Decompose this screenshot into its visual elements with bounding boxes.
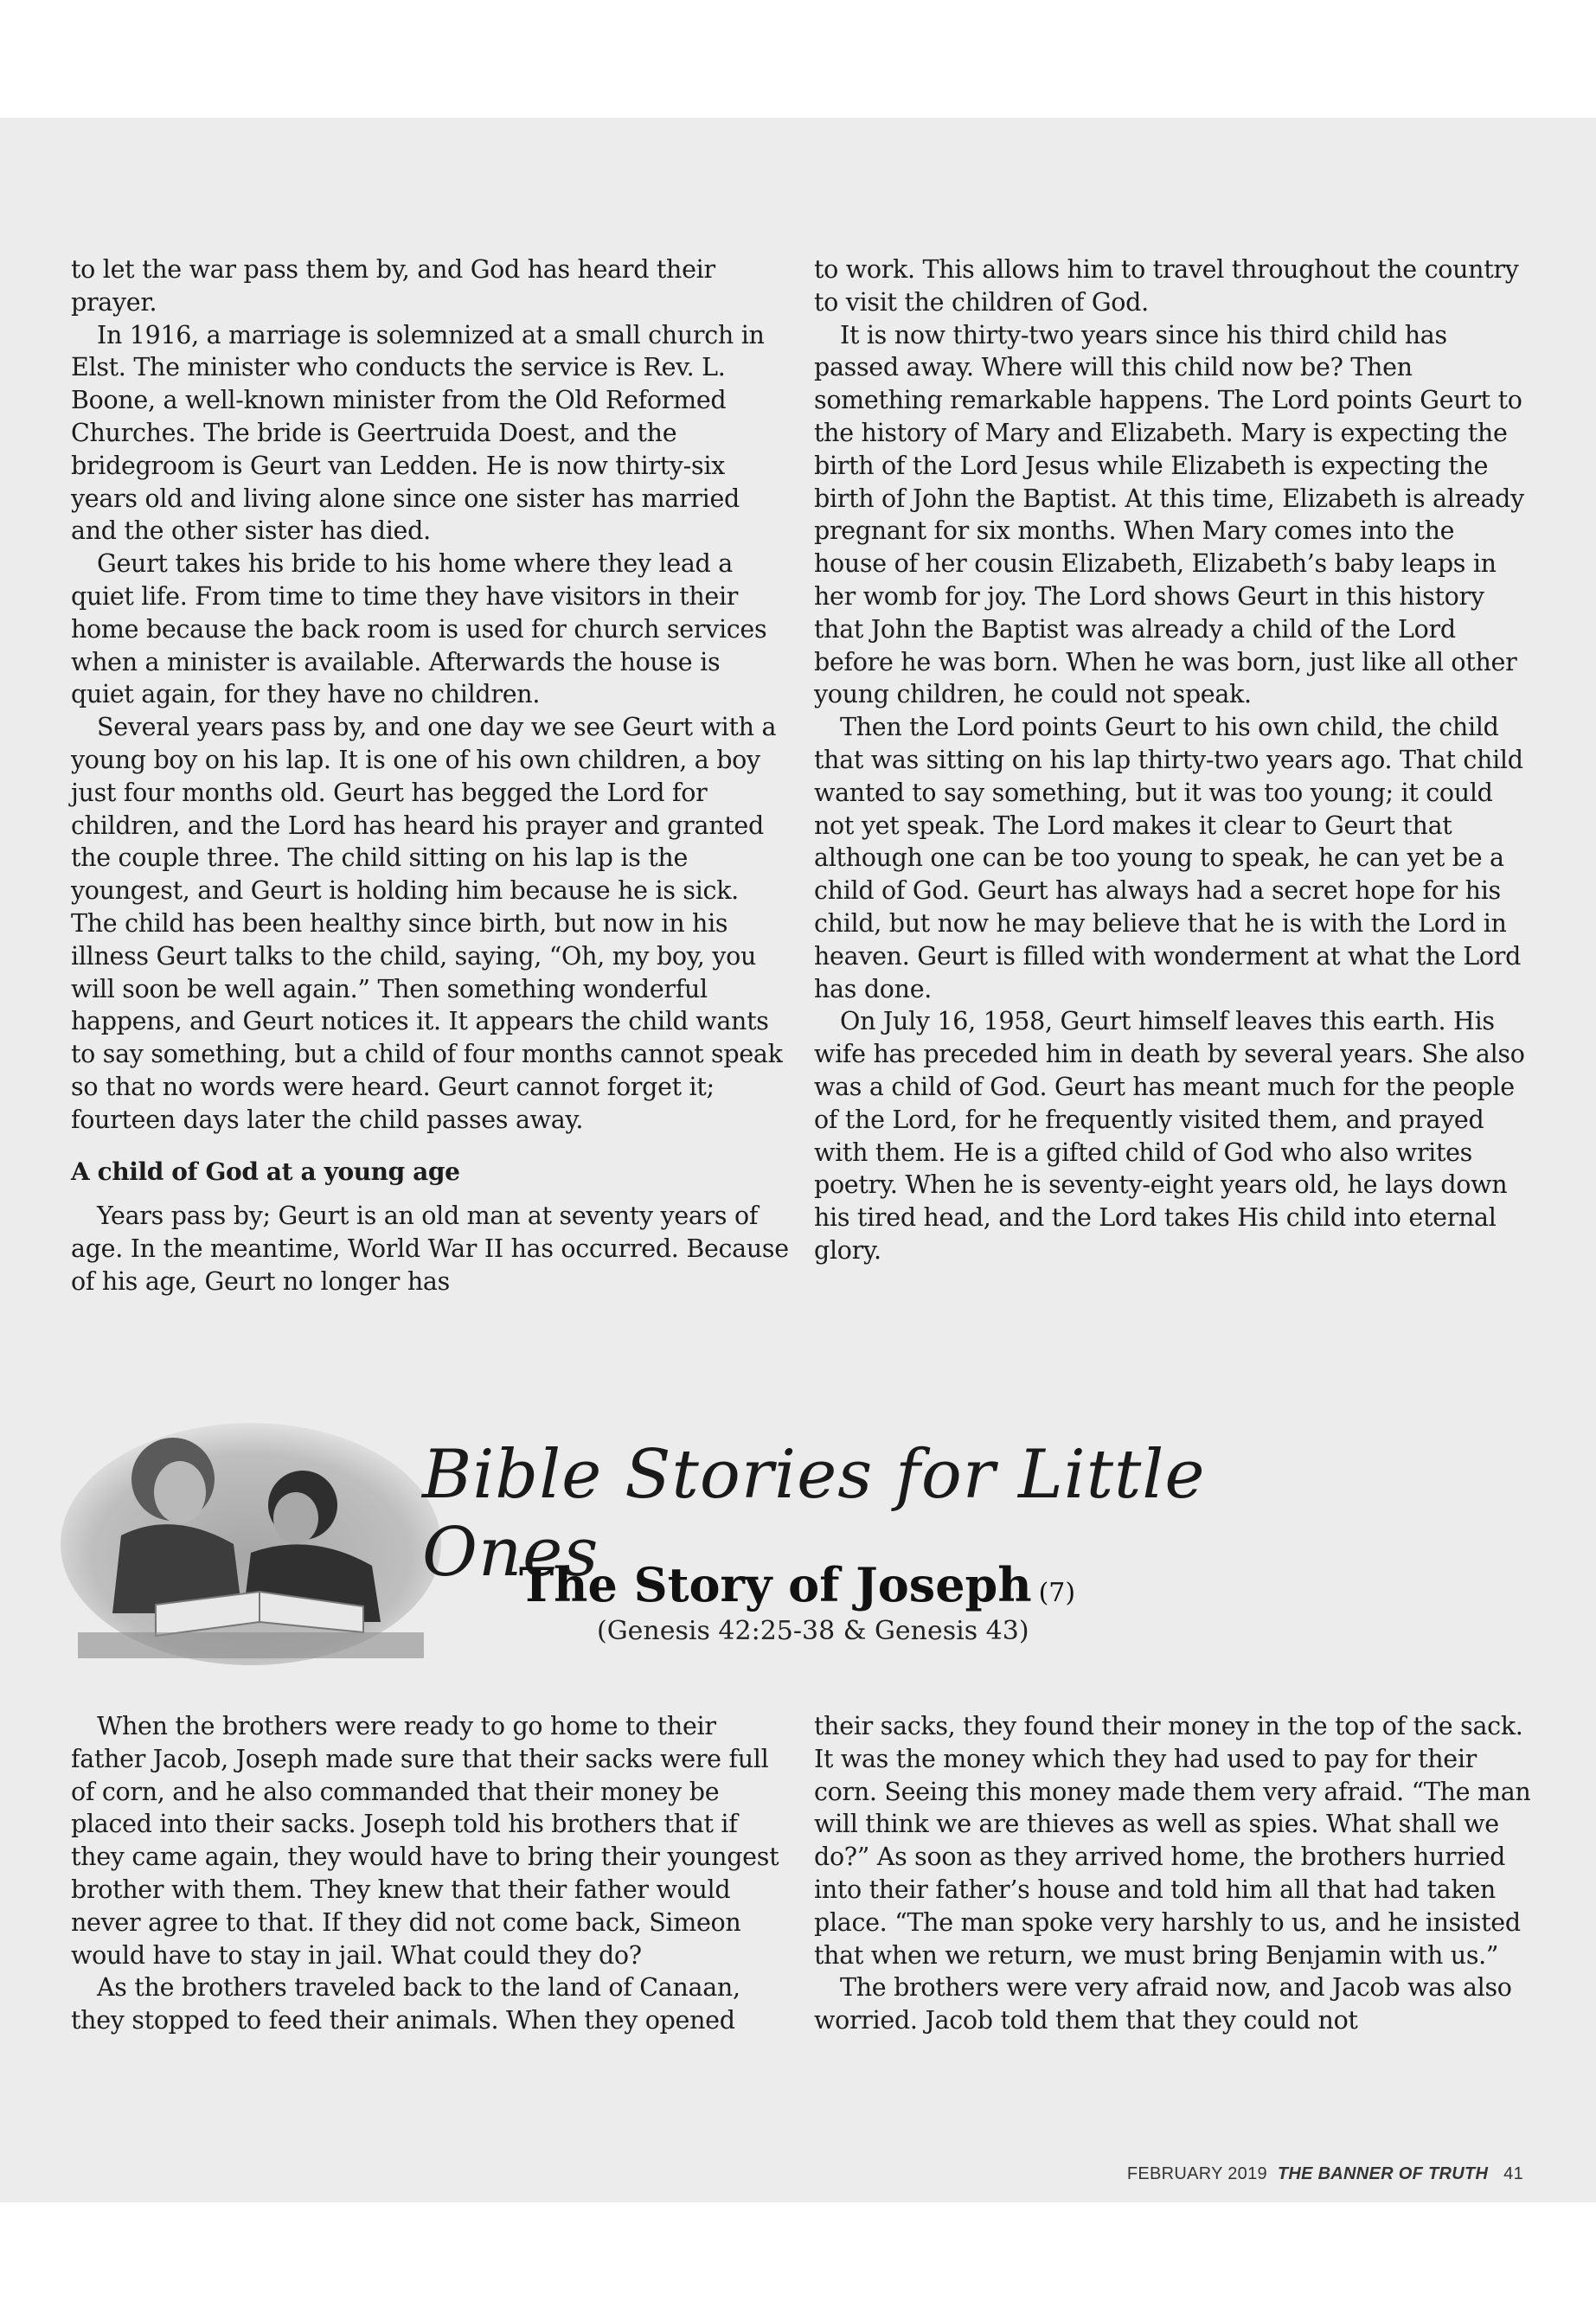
paragraph: Geurt takes his bride to his home where they lead a quiet life. From time to time they have visitors in their home because the back room is used for church services when a minister is available. Afterwards the house is quiet again, for they have no children. [71,549,767,709]
paragraph: Several years pass by, and one day we see Geurt with a young boy on his lap. It is one of his own children, a boy just four months old. Geurt has begged the Lord for children, and the Lord has heard his prayer and granted the couple three. The child sitting on his lap is the youngest, and Geurt is holding him because he is sick. The child has been healthy since birth, but now in his illness Geurt talks to the child, saying, “Oh, my boy, you will soon be well again.” Then something wonderful happens, and Geurt notices it. It appears the child wants to say something, but a child of four months cannot speak so that no words were heard. Geurt cannot forget it; fourteen days later the child passes away. [71,713,783,1134]
paragraph: The brothers were very afraid now, and Jacob was also worried. Jacob told them that they could not [814,1973,1512,2035]
paragraph: to work. This allows him to travel throughout the country to visit the children of God. [814,255,1519,317]
scripture-reference: (Genesis 42:25-38 & Genesis 43) [597,1616,1029,1646]
story-title [519,1557,1298,1612]
publication-name: THE BANNER OF TRUTH [1277,2164,1489,2183]
paragraph: On July 16, 1958, Geurt himself leaves this earth. His wife has preceded him in death by several years. She also was a child of God. Geurt has meant much for the people of the Lord, for he frequently visited them, and prayed with them. He is a gifted child of God who also writes poetry. When he is seventy-eight years old, he lays down his tired head, and the Lord takes His child into eternal glory. [814,1007,1525,1265]
page-footer [1127,2164,1523,2184]
series-title: Bible Stories for Little Ones [422,1436,1206,1592]
article-column-left [71,253,789,1298]
story-part-number: (7) [1038,1578,1076,1608]
paragraph: In 1916, a marriage is solemnized at a small church in Elst. The minister who conducts the service is Rev. L. Boone, a well-known minister from the Old Reformed Churches. The bride is Geertruida Doest, and the bridegroom is Geurt van Ledden. He is now thirty-six years old and living alone since one sister has married and the other sister has died. [71,320,765,546]
children-reading-photo [61,1406,441,1665]
paragraph: to let the war pass them by, and God has heard their prayer. [71,255,715,317]
article-column-right [814,253,1532,1267]
paragraph: Years pass by; Geurt is an old man at seventy years of age. In the meantime, World War II has occurred. Because of his age, Geurt no longer has [71,1202,789,1296]
paragraph: As the brothers traveled back to the land of Canaan, they stopped to feed their animals. When they opened [71,1973,740,2035]
story-title-text: The Story of Joseph [519,1557,1032,1612]
story-column-right [814,1710,1532,2037]
paragraph: When the brothers were ready to go home to their father Jacob, Joseph made sure that their sacks were full of corn, and he also commanded that their money be placed into their sacks. Joseph told his brothers that if they came again, they would have to bring their youngest brother with them. They knew that their father would never agree to that. If they did not come back, Simeon would have to stay in jail. What could they do? [71,1712,779,1970]
paragraph: It is now thirty-two years since his third child has passed away. Where will this child now be? Then something remarkable happens. The Lord points Geurt to the history of Mary and Elizabeth. Mary is expecting the birth of the Lord Jesus while Elizabeth is expecting the birth of John the Baptist. At this time, Elizabeth is already pregnant for six months. When Mary comes into the house of her cousin Elizabeth, Elizabeth’s baby leaps in her womb for joy. The Lord shows Geurt in this history that John the Baptist was already a child of the Lord before he was born. When he was born, just like all other young children, he could not speak. [814,320,1524,709]
issue-date: FEBRUARY 2019 [1126,2164,1267,2183]
section-subheading: A child of God at a young age [71,1157,460,1186]
story-column-left [71,1710,789,2037]
paragraph: their sacks, they found their money in the top of the sack. It was the money which they had used to pay for their corn. Seeing this money made them very afraid. “The man will think we are thieves as well as spies. What shall we do?” As soon as they arrived home, the brothers hurried into their father’s house and told him all that had taken place. “The man spoke very harshly to us, and he insisted that when we return, we must bring Benjamin with us.” [814,1712,1531,1970]
page-number: 41 [1503,2164,1523,2183]
paragraph: Then the Lord points Geurt to his own child, the child that was sitting on his lap thirty-two years ago. That child wanted to say something, but it was too young; it could not yet speak. The Lord makes it clear to Geurt that although one can be too young to speak, he can yet be a child of God. Geurt has always had a secret hope for his child, but now he may believe that he is with the Lord in heaven. Geurt is filled with wonderment at what the Lord has done. [814,713,1523,1003]
